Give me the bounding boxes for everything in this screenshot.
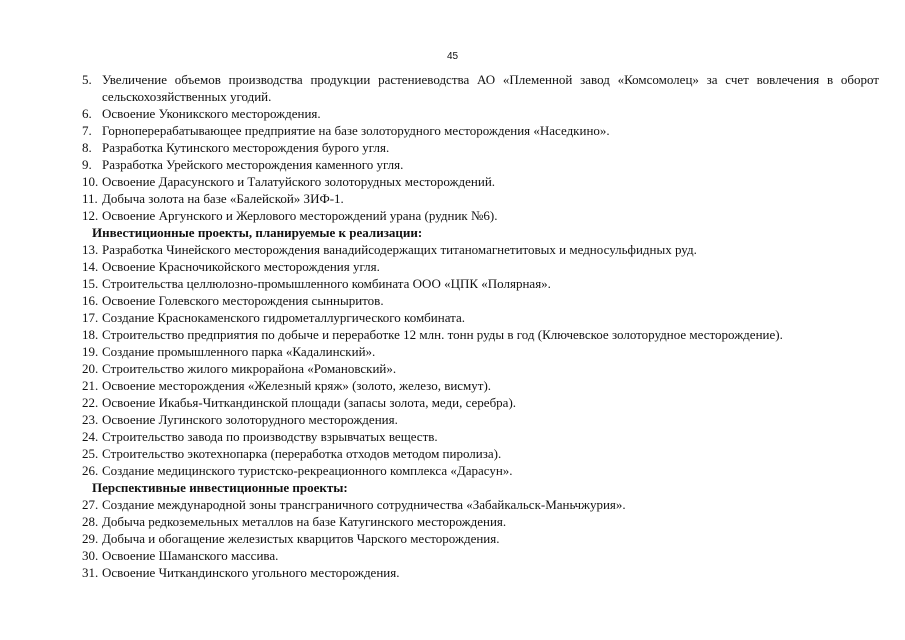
list-item — [82, 394, 879, 411]
item-text: Строительство завода по производству взрывчатых веществ. — [102, 429, 438, 444]
list-item — [82, 377, 879, 394]
list-item — [82, 547, 879, 564]
section-heading-perspective: Перспективные инвестиционные проекты: — [92, 480, 348, 495]
item-text: Освоение Дарасунского и Талатуйского золоторудных месторождений. — [102, 174, 496, 189]
item-text: Строительство предприятия по добыче и переработке 12 млн. тонн руды в год (Ключевское золоторудное месторождение). — [102, 327, 783, 342]
item-text: Освоение Уконикского месторождения. — [102, 106, 321, 121]
list-item — [82, 564, 879, 581]
item-number: 26. — [82, 463, 99, 478]
section-heading-planned: Инвестиционные проекты, планируемые к реализации: — [92, 225, 423, 240]
item-text: Создание международной зоны трансграничного сотрудничества «Забайкальск-Маньчжурия». — [102, 497, 626, 512]
list-item — [82, 530, 879, 547]
item-number: 12. — [82, 208, 99, 223]
item-number: 11. — [82, 191, 98, 206]
item-text: Освоение Шаманского массива. — [102, 548, 279, 563]
list-item — [82, 343, 879, 360]
list-item — [82, 360, 879, 377]
item-text: Освоение Икабья-Читкандинской площади (запасы золота, меди, серебра). — [102, 395, 517, 410]
item-text: Увеличение объемов производства продукции растениеводства АО «Племенной завод «Комсомолец» за счет вовлечения в оборот сельскохозяйственных угодий. — [102, 72, 879, 104]
list-item — [82, 445, 879, 462]
item-text: Освоение Читкандинского угольного месторождения. — [102, 565, 400, 580]
item-text: Освоение месторождения «Железный кряж» (золото, железо, висмут). — [102, 378, 492, 393]
list-item — [82, 207, 879, 224]
item-number: 10. — [82, 174, 99, 189]
item-text: Освоение Голевского месторождения сынныритов. — [102, 293, 384, 308]
list-item — [82, 513, 879, 530]
item-number: 5. — [82, 72, 92, 87]
item-number: 17. — [82, 310, 99, 325]
item-text: Создание промышленного парка «Кадалинский». — [102, 344, 376, 359]
item-text: Строительство жилого микрорайона «Романовский». — [102, 361, 397, 376]
item-number: 16. — [82, 293, 99, 308]
item-number: 27. — [82, 497, 99, 512]
item-text: Строительство экотехнопарка (переработка отходов методом пиролиза). — [102, 446, 502, 461]
item-text: Разработка Чинейского месторождения ванадийсодержащих титаномагнетитовых и медносульфидных руд. — [102, 242, 697, 257]
item-number: 31. — [82, 565, 99, 580]
item-number: 7. — [82, 123, 92, 138]
item-number: 6. — [82, 106, 92, 121]
item-text: Горноперерабатывающее предприятие на базе золоторудного месторождения «Наседкино». — [102, 123, 610, 138]
page-number: 45 — [446, 51, 459, 62]
list-item — [82, 105, 879, 122]
item-number: 9. — [82, 157, 92, 172]
item-number: 24. — [82, 429, 99, 444]
item-text: Создание Краснокаменского гидрометаллургического комбината. — [102, 310, 465, 325]
item-text: Освоение Красночикойского месторождения угля. — [102, 259, 380, 274]
item-text: Добыча и обогащение железистых кварцитов Чарского месторождения. — [102, 531, 500, 546]
item-text: Разработка Кутинского месторождения бурого угля. — [102, 140, 390, 155]
item-number: 21. — [82, 378, 99, 393]
list-item — [82, 462, 879, 479]
item-text: Добыча золота на базе «Балейской» ЗИФ-1. — [102, 191, 344, 206]
item-text: Освоение Аргунского и Жерлового месторождений урана (рудник №6). — [102, 208, 498, 223]
item-text: Разработка Урейского месторождения каменного угля. — [102, 157, 404, 172]
list-item — [82, 411, 879, 428]
item-text: Освоение Лугинского золоторудного месторождения. — [102, 412, 398, 427]
list-item — [82, 241, 879, 258]
item-number: 28. — [82, 514, 99, 529]
item-number: 13. — [82, 242, 99, 257]
item-number: 25. — [82, 446, 99, 461]
item-text: Добыча редкоземельных металлов на базе Катугинского месторождения. — [102, 514, 507, 529]
list-item — [82, 156, 879, 173]
item-number: 19. — [82, 344, 99, 359]
item-number: 20. — [82, 361, 99, 376]
item-number: 18. — [82, 327, 99, 342]
item-number: 29. — [82, 531, 99, 546]
list-item — [82, 275, 879, 292]
list-item — [82, 71, 879, 105]
item-number: 14. — [82, 259, 99, 274]
list-item — [82, 139, 879, 156]
list-item — [82, 309, 879, 326]
item-number: 30. — [82, 548, 99, 563]
item-number: 8. — [82, 140, 92, 155]
list-item — [82, 173, 879, 190]
list-item — [82, 428, 879, 445]
list-item — [82, 122, 879, 139]
item-number: 15. — [82, 276, 99, 291]
list-item — [82, 496, 879, 513]
item-text: Строительства целлюлозно-промышленного комбината ООО «ЦПК «Полярная». — [102, 276, 551, 291]
list-item — [82, 258, 879, 275]
list-item — [82, 326, 879, 343]
list-item — [82, 292, 879, 309]
item-text: Создание медицинского туристско-рекреационного комплекса «Дарасун». — [102, 463, 513, 478]
item-number: 23. — [82, 412, 99, 427]
item-number: 22. — [82, 395, 99, 410]
document-body — [82, 71, 879, 581]
list-item — [82, 190, 879, 207]
